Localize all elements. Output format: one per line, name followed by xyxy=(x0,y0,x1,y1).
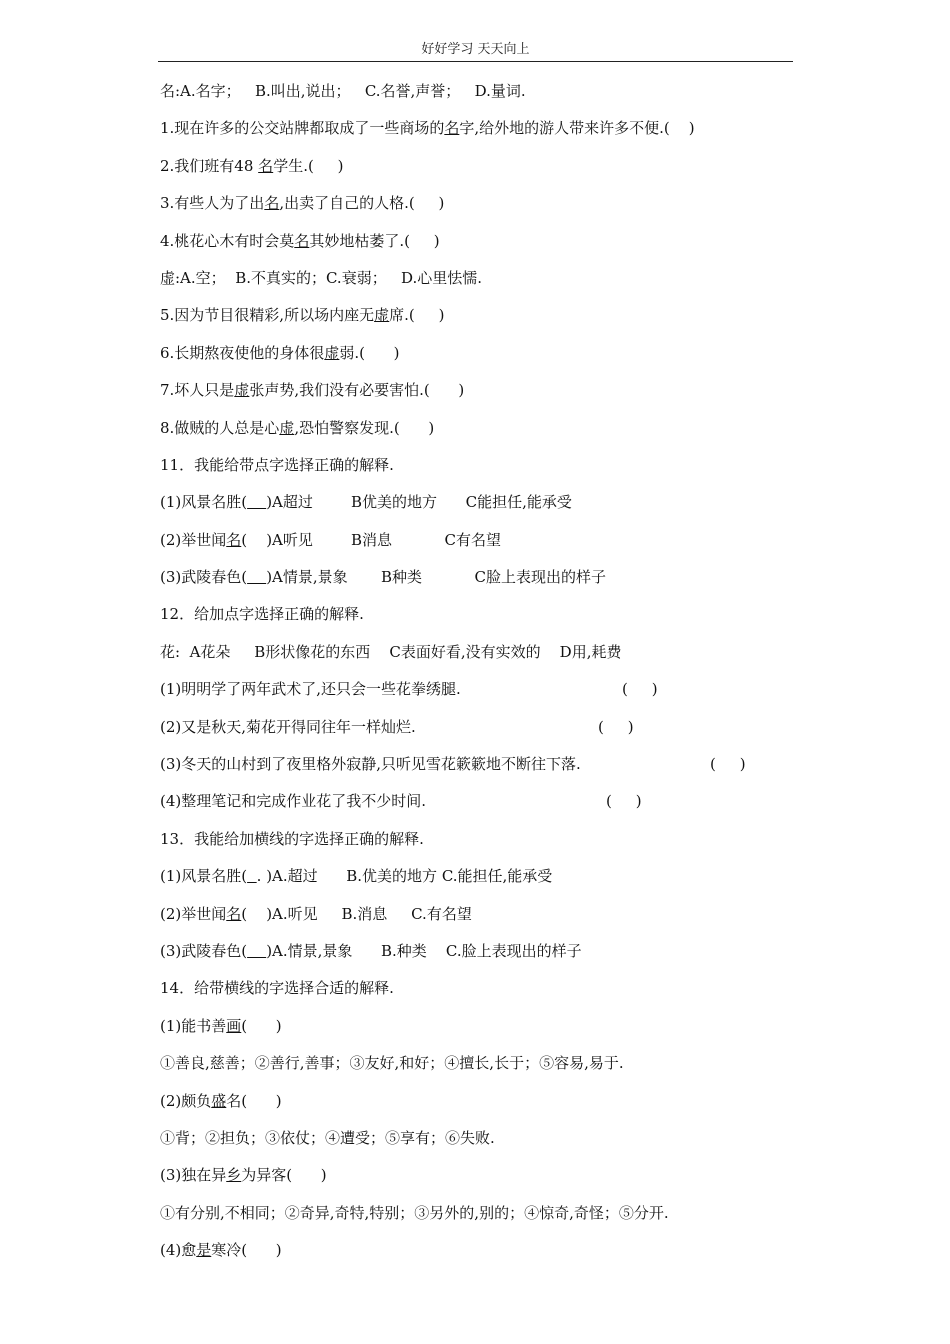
choice-line: (1)风景名胜( . )A.超过 B.优美的地方 C.能担任,能承受 xyxy=(160,867,553,886)
document-body xyxy=(160,78,800,1275)
answer-blank xyxy=(247,568,266,586)
section-heading: 13．我能给加横线的字选择正确的解释. xyxy=(160,829,424,848)
question-line: 1.现在许多的公交站牌都取成了一些商场的名字,给外地的游人带来许多不便.( ) xyxy=(160,119,695,138)
question-line: 4.桃花心木有时会莫名其妙地枯萎了.( ) xyxy=(160,231,440,250)
underlined-char: 虚 xyxy=(324,343,340,362)
page-header xyxy=(158,38,793,62)
question-line: (2)颇负盛名( ) xyxy=(160,1091,282,1110)
question-line: 3.有些人为了出名,出卖了自己的人格.( ) xyxy=(160,194,445,213)
section-heading: 11．我能给带点字选择正确的解释. xyxy=(160,455,394,474)
answer-blank xyxy=(247,867,257,885)
question-line: (1)明明学了两年武术了,还只会一些花拳绣腿. ( ) xyxy=(160,676,800,713)
options-line: ①有分别,不相同；②奇异,奇特,特别；③另外的,别的；④惊奇,奇怪；⑤分开. xyxy=(160,1203,669,1222)
question-line: (1)能书善画( ) xyxy=(160,1016,282,1035)
underlined-char: 名 xyxy=(258,156,274,175)
underlined-char: 盛 xyxy=(211,1091,227,1110)
question-line: 6.长期熬夜使他的身体很虚弱.( ) xyxy=(160,343,400,362)
choice-line: (3)武陵春色( )A.情景,景象 B.种类 C.脸上表现出的样子 xyxy=(160,941,582,960)
options-line: ①善良,慈善；②善行,善事；③友好,和好；④擅长,长于；⑤容易,易于. xyxy=(160,1054,624,1073)
section-heading: 14．给带横线的字选择合适的解释. xyxy=(160,979,394,998)
answer-blank xyxy=(247,942,266,960)
options-line: ①背；②担负；③依仗；④遭受；⑤享有；⑥失败. xyxy=(160,1128,495,1147)
underlined-char: 是 xyxy=(196,1241,212,1260)
underlined-char: 虚 xyxy=(234,381,250,400)
choice-line: (1)风景名胜( )A超过 B优美的地方 C能担任,能承受 xyxy=(160,493,572,512)
choice-line: (2)举世闻名( )A.听见 B.消息 C.有名望 xyxy=(160,904,472,923)
underlined-char: 名 xyxy=(264,194,280,213)
answer-paren: ( ) xyxy=(622,680,658,699)
question-line: (3)独在异乡为异客( ) xyxy=(160,1166,327,1185)
question-line: (4)愈是寒冷( ) xyxy=(160,1241,282,1260)
question-line: 8.做贼的人总是心虚,恐怕警察发现.( ) xyxy=(160,418,435,437)
answer-paren: ( ) xyxy=(606,792,642,811)
definition-line-xu: 虚:A.空； B.不真实的；C.衰弱； D.心里怯懦. xyxy=(160,268,483,287)
underlined-char: 虚 xyxy=(374,306,390,325)
underlined-char: 名 xyxy=(226,530,242,549)
header-title: 好好学习 天天向上 xyxy=(421,42,530,57)
underlined-char: 画 xyxy=(226,1016,242,1035)
question-line: (4)整理笔记和完成作业花了我不少时间. ( ) xyxy=(160,788,800,825)
definition-line-ming: 名:A.名字； B.叫出,说出； C.名誉,声誉； D.量词. xyxy=(160,82,526,100)
answer-paren: ( ) xyxy=(710,755,746,774)
question-line: (3)冬天的山村到了夜里格外寂静,只听见雪花簌簌地不断往下落. ( ) xyxy=(160,751,800,788)
choice-line: (2)举世闻名( )A听见 B消息 C有名望 xyxy=(160,530,501,549)
underlined-char: 名 xyxy=(444,119,460,138)
section-heading: 12．给加点字选择正确的解释. xyxy=(160,605,364,624)
choice-line: (3)武陵春色( )A情景,景象 B种类 C脸上表现出的样子 xyxy=(160,568,606,587)
question-line: 5.因为节目很精彩,所以场内座无虚席.( ) xyxy=(160,306,445,325)
question-line: 7.坏人只是虚张声势,我们没有必要害怕.( ) xyxy=(160,381,465,400)
answer-paren: ( ) xyxy=(598,717,634,736)
question-line: (2)又是秋天,菊花开得同往年一样灿烂. ( ) xyxy=(160,714,800,751)
answer-blank xyxy=(247,493,266,511)
definition-line-hua: 花: A花朵 B形状像花的东西 C表面好看,没有实效的 D用,耗费 xyxy=(160,642,622,661)
underlined-char: 乡 xyxy=(226,1166,242,1185)
underlined-char: 虚 xyxy=(279,418,295,437)
underlined-char: 名 xyxy=(294,231,310,250)
question-line: 2.我们班有48 名学生.( ) xyxy=(160,156,344,175)
underlined-char: 名 xyxy=(226,904,242,923)
